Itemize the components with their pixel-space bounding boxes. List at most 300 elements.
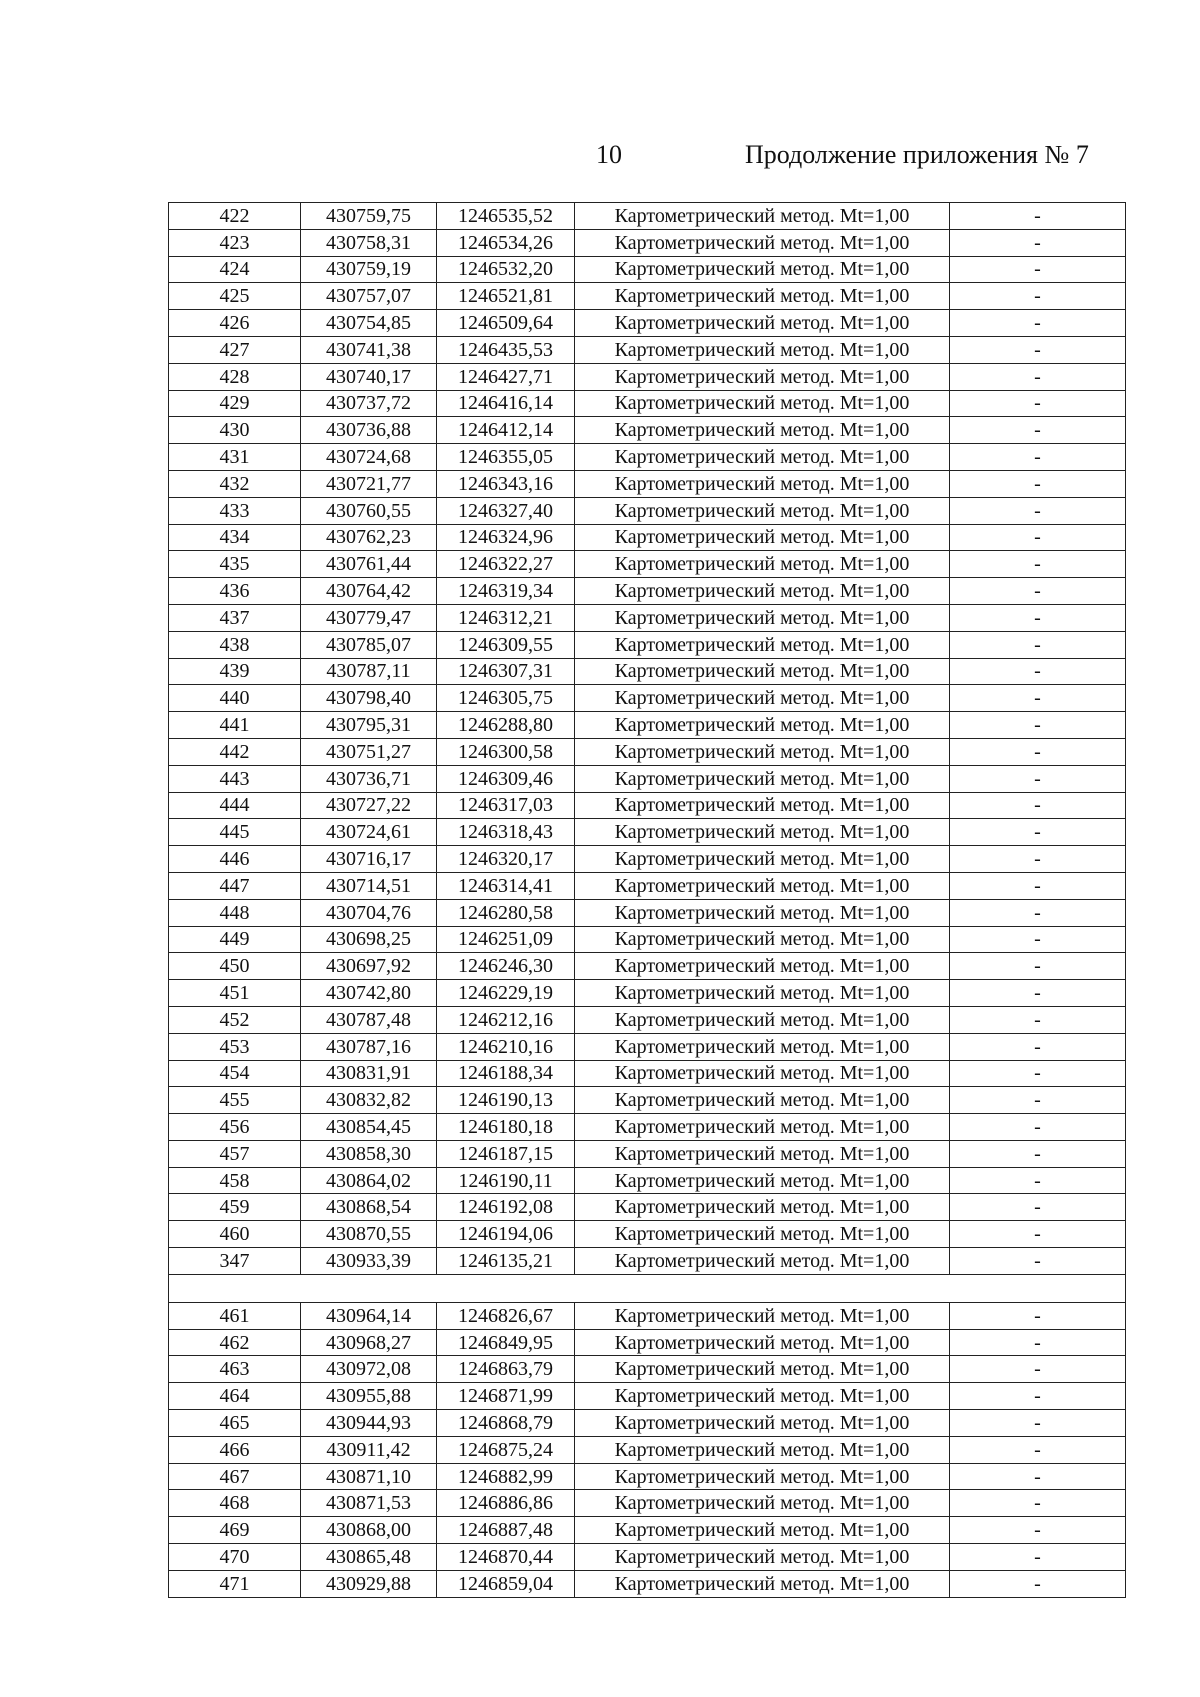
y-coordinate-cell: 1246871,99 — [437, 1383, 575, 1410]
y-coordinate-cell: 1246305,75 — [437, 685, 575, 712]
x-coordinate-cell: 430757,07 — [301, 283, 437, 310]
point-number-cell: 458 — [169, 1167, 301, 1194]
method-cell: Картометрический метод. Mt=1,00 — [575, 926, 950, 953]
method-cell: Картометрический метод. Mt=1,00 — [575, 1033, 950, 1060]
coordinates-table-body — [169, 203, 1126, 1598]
point-number-cell: 471 — [169, 1570, 301, 1597]
y-coordinate-cell: 1246868,79 — [437, 1410, 575, 1437]
extra-cell: - — [950, 819, 1126, 846]
extra-cell: - — [950, 497, 1126, 524]
point-number-cell: 469 — [169, 1517, 301, 1544]
table-row — [169, 685, 1126, 712]
table-row — [169, 1087, 1126, 1114]
y-coordinate-cell: 1246318,43 — [437, 819, 575, 846]
table-row — [169, 980, 1126, 1007]
y-coordinate-cell: 1246210,16 — [437, 1033, 575, 1060]
extra-cell: - — [950, 1383, 1126, 1410]
table-row — [169, 417, 1126, 444]
method-cell: Картометрический метод. Mt=1,00 — [575, 1410, 950, 1437]
table-row — [169, 953, 1126, 980]
method-cell: Картометрический метод. Mt=1,00 — [575, 1302, 950, 1329]
point-number-cell: 454 — [169, 1060, 301, 1087]
method-cell: Картометрический метод. Mt=1,00 — [575, 738, 950, 765]
x-coordinate-cell: 430727,22 — [301, 792, 437, 819]
y-coordinate-cell: 1246312,21 — [437, 604, 575, 631]
extra-cell: - — [950, 1410, 1126, 1437]
point-number-cell: 452 — [169, 1006, 301, 1033]
extra-cell: - — [950, 899, 1126, 926]
table-row — [169, 1517, 1126, 1544]
extra-cell: - — [950, 1544, 1126, 1571]
method-cell: Картометрический метод. Mt=1,00 — [575, 310, 950, 337]
method-cell: Картометрический метод. Mt=1,00 — [575, 363, 950, 390]
extra-cell: - — [950, 792, 1126, 819]
y-coordinate-cell: 1246212,16 — [437, 1006, 575, 1033]
table-row — [169, 1302, 1126, 1329]
method-cell: Картометрический метод. Mt=1,00 — [575, 417, 950, 444]
coordinates-table — [168, 202, 1126, 1598]
x-coordinate-cell: 430787,16 — [301, 1033, 437, 1060]
x-coordinate-cell: 430929,88 — [301, 1570, 437, 1597]
x-coordinate-cell: 430787,48 — [301, 1006, 437, 1033]
extra-cell: - — [950, 846, 1126, 873]
y-coordinate-cell: 1246251,09 — [437, 926, 575, 953]
table-row — [169, 1140, 1126, 1167]
point-number-cell: 446 — [169, 846, 301, 873]
method-cell: Картометрический метод. Mt=1,00 — [575, 872, 950, 899]
table-row — [169, 1463, 1126, 1490]
point-number-cell: 470 — [169, 1544, 301, 1571]
method-cell: Картометрический метод. Mt=1,00 — [575, 1517, 950, 1544]
table-row — [169, 1060, 1126, 1087]
table-row — [169, 792, 1126, 819]
y-coordinate-cell: 1246355,05 — [437, 444, 575, 471]
method-cell: Картометрический метод. Mt=1,00 — [575, 765, 950, 792]
x-coordinate-cell: 430787,11 — [301, 658, 437, 685]
extra-cell: - — [950, 1463, 1126, 1490]
y-coordinate-cell: 1246180,18 — [437, 1114, 575, 1141]
extra-cell: - — [950, 872, 1126, 899]
table-row — [169, 444, 1126, 471]
x-coordinate-cell: 430754,85 — [301, 310, 437, 337]
extra-cell: - — [950, 551, 1126, 578]
y-coordinate-cell: 1246300,58 — [437, 738, 575, 765]
method-cell: Картометрический метод. Mt=1,00 — [575, 444, 950, 471]
point-number-cell: 467 — [169, 1463, 301, 1490]
method-cell: Картометрический метод. Mt=1,00 — [575, 1356, 950, 1383]
table-row — [169, 604, 1126, 631]
y-coordinate-cell: 1246194,06 — [437, 1221, 575, 1248]
x-coordinate-cell: 430736,71 — [301, 765, 437, 792]
method-cell: Картометрический метод. Mt=1,00 — [575, 631, 950, 658]
point-number-cell: 451 — [169, 980, 301, 1007]
x-coordinate-cell: 430933,39 — [301, 1248, 437, 1275]
point-number-cell: 428 — [169, 363, 301, 390]
table-row — [169, 1356, 1126, 1383]
table-row — [169, 1033, 1126, 1060]
x-coordinate-cell: 430832,82 — [301, 1087, 437, 1114]
point-number-cell: 463 — [169, 1356, 301, 1383]
method-cell: Картометрический метод. Mt=1,00 — [575, 980, 950, 1007]
method-cell: Картометрический метод. Mt=1,00 — [575, 604, 950, 631]
point-number-cell: 429 — [169, 390, 301, 417]
y-coordinate-cell: 1246859,04 — [437, 1570, 575, 1597]
point-number-cell: 447 — [169, 872, 301, 899]
extra-cell: - — [950, 1140, 1126, 1167]
extra-cell: - — [950, 524, 1126, 551]
y-coordinate-cell: 1246412,14 — [437, 417, 575, 444]
table-row — [169, 1410, 1126, 1437]
extra-cell: - — [950, 738, 1126, 765]
table-row — [169, 203, 1126, 230]
table-row — [169, 765, 1126, 792]
point-number-cell: 423 — [169, 229, 301, 256]
extra-cell: - — [950, 712, 1126, 739]
table-row — [169, 524, 1126, 551]
extra-cell: - — [950, 685, 1126, 712]
extra-cell: - — [950, 470, 1126, 497]
y-coordinate-cell: 1246875,24 — [437, 1436, 575, 1463]
y-coordinate-cell: 1246190,13 — [437, 1087, 575, 1114]
method-cell: Картометрический метод. Mt=1,00 — [575, 1383, 950, 1410]
table-row — [169, 1544, 1126, 1571]
table-row — [169, 1006, 1126, 1033]
method-cell: Картометрический метод. Mt=1,00 — [575, 336, 950, 363]
y-coordinate-cell: 1246309,46 — [437, 765, 575, 792]
extra-cell: - — [950, 1221, 1126, 1248]
extra-cell: - — [950, 363, 1126, 390]
method-cell: Картометрический метод. Mt=1,00 — [575, 470, 950, 497]
x-coordinate-cell: 430964,14 — [301, 1302, 437, 1329]
point-number-cell: 465 — [169, 1410, 301, 1437]
table-row — [169, 1221, 1126, 1248]
page-header — [0, 140, 1200, 180]
y-coordinate-cell: 1246535,52 — [437, 203, 575, 230]
x-coordinate-cell: 430785,07 — [301, 631, 437, 658]
point-number-cell: 455 — [169, 1087, 301, 1114]
point-number-cell: 435 — [169, 551, 301, 578]
method-cell: Картометрический метод. Mt=1,00 — [575, 1329, 950, 1356]
x-coordinate-cell: 430865,48 — [301, 1544, 437, 1571]
extra-cell: - — [950, 765, 1126, 792]
y-coordinate-cell: 1246319,34 — [437, 578, 575, 605]
extra-cell: - — [950, 1436, 1126, 1463]
x-coordinate-cell: 430697,92 — [301, 953, 437, 980]
x-coordinate-cell: 430724,61 — [301, 819, 437, 846]
method-cell: Картометрический метод. Mt=1,00 — [575, 1060, 950, 1087]
extra-cell: - — [950, 1329, 1126, 1356]
y-coordinate-cell: 1246188,34 — [437, 1060, 575, 1087]
point-number-cell: 437 — [169, 604, 301, 631]
extra-cell: - — [950, 604, 1126, 631]
table-row — [169, 1167, 1126, 1194]
point-number-cell: 441 — [169, 712, 301, 739]
point-number-cell: 450 — [169, 953, 301, 980]
x-coordinate-cell: 430871,10 — [301, 1463, 437, 1490]
y-coordinate-cell: 1246343,16 — [437, 470, 575, 497]
y-coordinate-cell: 1246849,95 — [437, 1329, 575, 1356]
y-coordinate-cell: 1246427,71 — [437, 363, 575, 390]
table-row — [169, 1436, 1126, 1463]
table-row — [169, 1490, 1126, 1517]
x-coordinate-cell: 430764,42 — [301, 578, 437, 605]
table-row — [169, 1383, 1126, 1410]
extra-cell: - — [950, 1033, 1126, 1060]
point-number-cell: 347 — [169, 1248, 301, 1275]
method-cell: Картометрический метод. Mt=1,00 — [575, 1006, 950, 1033]
extra-cell: - — [950, 1490, 1126, 1517]
x-coordinate-cell: 430721,77 — [301, 470, 437, 497]
y-coordinate-cell: 1246887,48 — [437, 1517, 575, 1544]
x-coordinate-cell: 430911,42 — [301, 1436, 437, 1463]
point-number-cell: 464 — [169, 1383, 301, 1410]
x-coordinate-cell: 430760,55 — [301, 497, 437, 524]
table-row — [169, 363, 1126, 390]
method-cell: Картометрический метод. Mt=1,00 — [575, 1087, 950, 1114]
x-coordinate-cell: 430870,55 — [301, 1221, 437, 1248]
extra-cell: - — [950, 229, 1126, 256]
extra-cell: - — [950, 444, 1126, 471]
y-coordinate-cell: 1246320,17 — [437, 846, 575, 873]
x-coordinate-cell: 430871,53 — [301, 1490, 437, 1517]
point-number-cell: 449 — [169, 926, 301, 953]
x-coordinate-cell: 430795,31 — [301, 712, 437, 739]
point-number-cell: 459 — [169, 1194, 301, 1221]
table-row — [169, 336, 1126, 363]
y-coordinate-cell: 1246882,99 — [437, 1463, 575, 1490]
y-coordinate-cell: 1246229,19 — [437, 980, 575, 1007]
table-row — [169, 1248, 1126, 1275]
y-coordinate-cell: 1246192,08 — [437, 1194, 575, 1221]
y-coordinate-cell: 1246135,21 — [437, 1248, 575, 1275]
method-cell: Картометрический метод. Mt=1,00 — [575, 819, 950, 846]
table-row — [169, 256, 1126, 283]
table-row — [169, 1329, 1126, 1356]
table-row — [169, 497, 1126, 524]
extra-cell: - — [950, 658, 1126, 685]
x-coordinate-cell: 430751,27 — [301, 738, 437, 765]
y-coordinate-cell: 1246435,53 — [437, 336, 575, 363]
extra-cell: - — [950, 1356, 1126, 1383]
x-coordinate-cell: 430714,51 — [301, 872, 437, 899]
x-coordinate-cell: 430868,00 — [301, 1517, 437, 1544]
x-coordinate-cell: 430737,72 — [301, 390, 437, 417]
y-coordinate-cell: 1246322,27 — [437, 551, 575, 578]
x-coordinate-cell: 430854,45 — [301, 1114, 437, 1141]
method-cell: Картометрический метод. Mt=1,00 — [575, 1114, 950, 1141]
x-coordinate-cell: 430716,17 — [301, 846, 437, 873]
table-row — [169, 631, 1126, 658]
table-row — [169, 738, 1126, 765]
x-coordinate-cell: 430868,54 — [301, 1194, 437, 1221]
table-row — [169, 899, 1126, 926]
point-number-cell: 424 — [169, 256, 301, 283]
x-coordinate-cell: 430740,17 — [301, 363, 437, 390]
point-number-cell: 443 — [169, 765, 301, 792]
method-cell: Картометрический метод. Mt=1,00 — [575, 712, 950, 739]
point-number-cell: 453 — [169, 1033, 301, 1060]
table-row — [169, 712, 1126, 739]
x-coordinate-cell: 430761,44 — [301, 551, 437, 578]
point-number-cell: 433 — [169, 497, 301, 524]
method-cell: Картометрический метод. Mt=1,00 — [575, 229, 950, 256]
extra-cell: - — [950, 203, 1126, 230]
table-row — [169, 1570, 1126, 1597]
x-coordinate-cell: 430955,88 — [301, 1383, 437, 1410]
method-cell: Картометрический метод. Mt=1,00 — [575, 551, 950, 578]
extra-cell: - — [950, 926, 1126, 953]
extra-cell: - — [950, 1006, 1126, 1033]
appendix-continuation-title: Продолжение приложения № 7 — [745, 140, 1089, 169]
x-coordinate-cell: 430864,02 — [301, 1167, 437, 1194]
point-number-cell: 438 — [169, 631, 301, 658]
extra-cell: - — [950, 953, 1126, 980]
y-coordinate-cell: 1246886,86 — [437, 1490, 575, 1517]
extra-cell: - — [950, 980, 1126, 1007]
table-row — [169, 926, 1126, 953]
table-row — [169, 310, 1126, 337]
table-row — [169, 578, 1126, 605]
point-number-cell: 436 — [169, 578, 301, 605]
point-number-cell: 460 — [169, 1221, 301, 1248]
extra-cell: - — [950, 578, 1126, 605]
point-number-cell: 430 — [169, 417, 301, 444]
x-coordinate-cell: 430798,40 — [301, 685, 437, 712]
y-coordinate-cell: 1246314,41 — [437, 872, 575, 899]
point-number-cell: 426 — [169, 310, 301, 337]
extra-cell: - — [950, 1060, 1126, 1087]
method-cell: Картометрический метод. Mt=1,00 — [575, 1194, 950, 1221]
method-cell: Картометрический метод. Mt=1,00 — [575, 899, 950, 926]
method-cell: Картометрический метод. Mt=1,00 — [575, 685, 950, 712]
x-coordinate-cell: 430698,25 — [301, 926, 437, 953]
extra-cell: - — [950, 1114, 1126, 1141]
point-number-cell: 422 — [169, 203, 301, 230]
table-row — [169, 872, 1126, 899]
point-number-cell: 462 — [169, 1329, 301, 1356]
point-number-cell: 440 — [169, 685, 301, 712]
x-coordinate-cell: 430704,76 — [301, 899, 437, 926]
point-number-cell: 434 — [169, 524, 301, 551]
y-coordinate-cell: 1246280,58 — [437, 899, 575, 926]
extra-cell: - — [950, 1570, 1126, 1597]
point-number-cell: 445 — [169, 819, 301, 846]
method-cell: Картометрический метод. Mt=1,00 — [575, 846, 950, 873]
page-number: 10 — [596, 140, 622, 169]
method-cell: Картометрический метод. Mt=1,00 — [575, 1221, 950, 1248]
method-cell: Картометрический метод. Mt=1,00 — [575, 792, 950, 819]
x-coordinate-cell: 430944,93 — [301, 1410, 437, 1437]
table-row — [169, 819, 1126, 846]
method-cell: Картометрический метод. Mt=1,00 — [575, 658, 950, 685]
x-coordinate-cell: 430742,80 — [301, 980, 437, 1007]
table-row — [169, 551, 1126, 578]
table-row — [169, 658, 1126, 685]
point-number-cell: 468 — [169, 1490, 301, 1517]
method-cell: Картометрический метод. Mt=1,00 — [575, 953, 950, 980]
table-row — [169, 283, 1126, 310]
x-coordinate-cell: 430762,23 — [301, 524, 437, 551]
extra-cell: - — [950, 283, 1126, 310]
y-coordinate-cell: 1246532,20 — [437, 256, 575, 283]
method-cell: Картометрический метод. Mt=1,00 — [575, 1167, 950, 1194]
x-coordinate-cell: 430968,27 — [301, 1329, 437, 1356]
table-row — [169, 229, 1126, 256]
x-coordinate-cell: 430736,88 — [301, 417, 437, 444]
table-row — [169, 390, 1126, 417]
point-number-cell: 457 — [169, 1140, 301, 1167]
y-coordinate-cell: 1246324,96 — [437, 524, 575, 551]
y-coordinate-cell: 1246509,64 — [437, 310, 575, 337]
point-number-cell: 456 — [169, 1114, 301, 1141]
point-number-cell: 442 — [169, 738, 301, 765]
y-coordinate-cell: 1246187,15 — [437, 1140, 575, 1167]
method-cell: Картометрический метод. Mt=1,00 — [575, 1490, 950, 1517]
y-coordinate-cell: 1246327,40 — [437, 497, 575, 524]
point-number-cell: 448 — [169, 899, 301, 926]
x-coordinate-cell: 430759,75 — [301, 203, 437, 230]
x-coordinate-cell: 430858,30 — [301, 1140, 437, 1167]
method-cell: Картометрический метод. Mt=1,00 — [575, 578, 950, 605]
y-coordinate-cell: 1246288,80 — [437, 712, 575, 739]
point-number-cell: 439 — [169, 658, 301, 685]
extra-cell: - — [950, 310, 1126, 337]
x-coordinate-cell: 430759,19 — [301, 256, 437, 283]
extra-cell: - — [950, 417, 1126, 444]
table-row — [169, 846, 1126, 873]
extra-cell: - — [950, 1302, 1126, 1329]
extra-cell: - — [950, 390, 1126, 417]
y-coordinate-cell: 1246190,11 — [437, 1167, 575, 1194]
extra-cell: - — [950, 256, 1126, 283]
method-cell: Картометрический метод. Mt=1,00 — [575, 1436, 950, 1463]
y-coordinate-cell: 1246534,26 — [437, 229, 575, 256]
table-row — [169, 1194, 1126, 1221]
extra-cell: - — [950, 631, 1126, 658]
extra-cell: - — [950, 1517, 1126, 1544]
point-number-cell: 461 — [169, 1302, 301, 1329]
y-coordinate-cell: 1246309,55 — [437, 631, 575, 658]
point-number-cell: 425 — [169, 283, 301, 310]
point-number-cell: 466 — [169, 1436, 301, 1463]
y-coordinate-cell: 1246521,81 — [437, 283, 575, 310]
y-coordinate-cell: 1246317,03 — [437, 792, 575, 819]
method-cell: Картометрический метод. Mt=1,00 — [575, 1248, 950, 1275]
y-coordinate-cell: 1246863,79 — [437, 1356, 575, 1383]
point-number-cell: 431 — [169, 444, 301, 471]
extra-cell: - — [950, 1194, 1126, 1221]
y-coordinate-cell: 1246416,14 — [437, 390, 575, 417]
point-number-cell: 444 — [169, 792, 301, 819]
y-coordinate-cell: 1246870,44 — [437, 1544, 575, 1571]
extra-cell: - — [950, 1087, 1126, 1114]
method-cell: Картометрический метод. Mt=1,00 — [575, 1570, 950, 1597]
method-cell: Картометрический метод. Mt=1,00 — [575, 283, 950, 310]
x-coordinate-cell: 430779,47 — [301, 604, 437, 631]
y-coordinate-cell: 1246246,30 — [437, 953, 575, 980]
method-cell: Картометрический метод. Mt=1,00 — [575, 1140, 950, 1167]
method-cell: Картометрический метод. Mt=1,00 — [575, 390, 950, 417]
extra-cell: - — [950, 1248, 1126, 1275]
point-number-cell: 432 — [169, 470, 301, 497]
method-cell: Картометрический метод. Mt=1,00 — [575, 1544, 950, 1571]
y-coordinate-cell: 1246826,67 — [437, 1302, 575, 1329]
x-coordinate-cell: 430741,38 — [301, 336, 437, 363]
x-coordinate-cell: 430831,91 — [301, 1060, 437, 1087]
x-coordinate-cell: 430724,68 — [301, 444, 437, 471]
extra-cell: - — [950, 1167, 1126, 1194]
method-cell: Картометрический метод. Mt=1,00 — [575, 256, 950, 283]
